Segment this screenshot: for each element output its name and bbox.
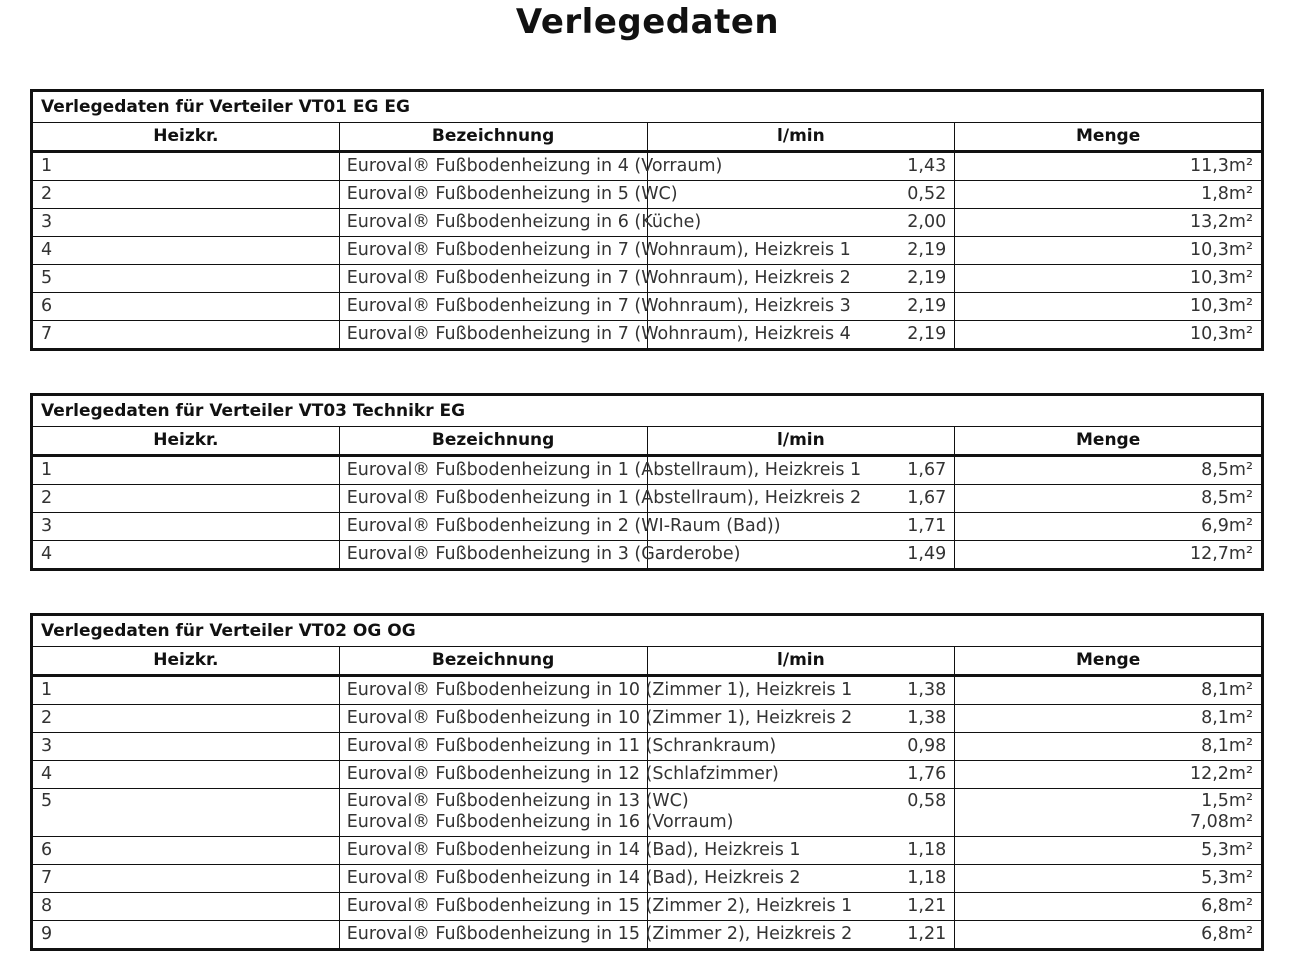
heizkreis-cell: 4 xyxy=(32,761,340,789)
bezeichnung-cell: Euroval® Fußbodenheizung in 11 (Schrankraum) xyxy=(339,733,647,761)
table-body xyxy=(32,456,1263,570)
bezeichnung-cell: Euroval® Fußbodenheizung in 14 (Bad), Heizkreis 2 xyxy=(339,865,647,893)
lmin-cell: 2,19 xyxy=(647,237,955,265)
table-row xyxy=(32,761,1263,789)
menge-cell: 5,3m² xyxy=(955,865,1263,893)
heizkreis-cell: 7 xyxy=(32,865,340,893)
heizkreis-cell: 6 xyxy=(32,293,340,321)
table-row xyxy=(32,705,1263,733)
lmin-cell: 1,43 xyxy=(647,152,955,181)
bezeichnung-cell: Euroval® Fußbodenheizung in 15 (Zimmer 2), Heizkreis 2 xyxy=(339,921,647,950)
column-header-menge: Menge xyxy=(955,427,1263,456)
column-header-menge: Menge xyxy=(955,123,1263,152)
menge-cell-line: 7,08m² xyxy=(1189,812,1253,832)
table-row xyxy=(32,181,1263,209)
menge-cell: 12,2m² xyxy=(955,761,1263,789)
bezeichnung-cell: Euroval® Fußbodenheizung in 7 (Wohnraum), Heizkreis 1 xyxy=(339,237,647,265)
bezeichnung-cell: Euroval® Fußbodenheizung in 4 (Vorraum) xyxy=(339,152,647,181)
heizkreis-cell: 8 xyxy=(32,893,340,921)
lmin-cell: 1,76 xyxy=(647,761,955,789)
column-header-lmin: l/min xyxy=(647,123,955,152)
column-header-menge: Menge xyxy=(955,647,1263,676)
lmin-cell: 0,98 xyxy=(647,733,955,761)
table-row xyxy=(32,513,1263,541)
heizkreis-cell: 1 xyxy=(32,676,340,705)
lmin-cell: 1,71 xyxy=(647,513,955,541)
distributor-table-vt02 xyxy=(30,613,1264,951)
table-caption: Verlegedaten für Verteiler VT02 OG OG xyxy=(32,615,1263,647)
table-row xyxy=(32,676,1263,705)
bezeichnung-cell: Euroval® Fußbodenheizung in 7 (Wohnraum), Heizkreis 4 xyxy=(339,321,647,350)
bezeichnung-cell: Euroval® Fußbodenheizung in 1 (Abstellraum), Heizkreis 2 xyxy=(339,485,647,513)
table-row xyxy=(32,541,1263,570)
menge-cell: 13,2m² xyxy=(955,209,1263,237)
table-row xyxy=(32,733,1263,761)
table-row xyxy=(32,893,1263,921)
bezeichnung-cell: Euroval® Fußbodenheizung in 3 (Garderobe) xyxy=(339,541,647,570)
menge-cell: 10,3m² xyxy=(955,265,1263,293)
bezeichnung-cell-line: Euroval® Fußbodenheizung in 16 (Vorraum) xyxy=(346,812,734,832)
menge-cell xyxy=(955,789,1263,837)
menge-cell: 10,3m² xyxy=(955,293,1263,321)
column-header-bezeichnung: Bezeichnung xyxy=(339,427,647,456)
menge-cell: 8,5m² xyxy=(955,456,1263,485)
column-header-heizkreis: Heizkr. xyxy=(32,123,340,152)
menge-cell: 8,5m² xyxy=(955,485,1263,513)
distributor-table-vt03 xyxy=(30,393,1264,571)
distributor-table-vt01 xyxy=(30,89,1264,351)
heizkreis-cell: 9 xyxy=(32,921,340,950)
lmin-cell: 1,18 xyxy=(647,837,955,865)
menge-cell: 5,3m² xyxy=(955,837,1263,865)
column-header-lmin: l/min xyxy=(647,427,955,456)
lmin-cell: 1,21 xyxy=(647,921,955,950)
menge-cell: 6,9m² xyxy=(955,513,1263,541)
table-body xyxy=(32,152,1263,350)
menge-cell-line: 1,5m² xyxy=(1201,791,1253,811)
table-caption: Verlegedaten für Verteiler VT01 EG EG xyxy=(32,91,1263,123)
lmin-cell: 2,19 xyxy=(647,293,955,321)
lmin-cell: 1,67 xyxy=(647,456,955,485)
table-row xyxy=(32,456,1263,485)
table-row xyxy=(32,485,1263,513)
heizkreis-cell: 2 xyxy=(32,705,340,733)
table-caption: Verlegedaten für Verteiler VT03 Technikr EG xyxy=(32,395,1263,427)
heizkreis-cell: 4 xyxy=(32,541,340,570)
menge-cell: 12,7m² xyxy=(1189,544,1253,564)
heizkreis-cell: 2 xyxy=(32,181,340,209)
column-header-lmin: l/min xyxy=(647,647,955,676)
column-header-bezeichnung: Bezeichnung xyxy=(339,123,647,152)
bezeichnung-cell: Euroval® Fußbodenheizung in 10 (Zimmer 1), Heizkreis 2 xyxy=(339,705,647,733)
bezeichnung-cell: Euroval® Fußbodenheizung in 6 (Küche) xyxy=(339,209,647,237)
menge-cell: 1,8m² xyxy=(955,181,1263,209)
menge-cell: 10,3m² xyxy=(1189,324,1253,344)
menge-cell: 8,1m² xyxy=(955,733,1263,761)
menge-cell: 6,8m² xyxy=(955,893,1263,921)
lmin-cell: 1,38 xyxy=(647,705,955,733)
lmin-cell: 0,58 xyxy=(647,789,955,837)
heizkreis-cell: 2 xyxy=(32,485,340,513)
bezeichnung-cell: Euroval® Fußbodenheizung in 12 (Schlafzimmer) xyxy=(339,761,647,789)
heizkreis-cell: 5 xyxy=(32,265,340,293)
heizkreis-cell: 7 xyxy=(32,321,340,350)
table-row xyxy=(32,789,1263,837)
bezeichnung-cell: Euroval® Fußbodenheizung in 7 (Wohnraum), Heizkreis 3 xyxy=(339,293,647,321)
menge-cell: 10,3m² xyxy=(955,237,1263,265)
column-header-heizkreis: Heizkr. xyxy=(32,647,340,676)
bezeichnung-cell xyxy=(339,789,734,837)
table-row xyxy=(32,321,1263,350)
lmin-cell: 2,00 xyxy=(647,209,955,237)
menge-cell: 6,8m² xyxy=(1201,924,1253,944)
heizkreis-cell: 6 xyxy=(32,837,340,865)
bezeichnung-cell: Euroval® Fußbodenheizung in 15 (Zimmer 2), Heizkreis 1 xyxy=(339,893,647,921)
bezeichnung-cell: Euroval® Fußbodenheizung in 10 (Zimmer 1), Heizkreis 1 xyxy=(339,676,647,705)
heizkreis-cell: 3 xyxy=(32,209,340,237)
bezeichnung-cell: Euroval® Fußbodenheizung in 1 (Abstellraum), Heizkreis 1 xyxy=(339,456,647,485)
bezeichnung-cell-line: Euroval® Fußbodenheizung in 13 (WC) xyxy=(346,791,689,811)
bezeichnung-cell: Euroval® Fußbodenheizung in 14 (Bad), Heizkreis 1 xyxy=(339,837,647,865)
table-row xyxy=(32,152,1263,181)
lmin-cell: 1,21 xyxy=(647,893,955,921)
heizkreis-cell: 4 xyxy=(32,237,340,265)
lmin-cell: 1,18 xyxy=(647,865,955,893)
table-row xyxy=(32,265,1263,293)
lmin-cell: 1,67 xyxy=(647,485,955,513)
lmin-cell: 2,19 xyxy=(647,265,955,293)
bezeichnung-cell: Euroval® Fußbodenheizung in 2 (WI-Raum (Bad)) xyxy=(339,513,647,541)
column-header-bezeichnung: Bezeichnung xyxy=(339,647,647,676)
page-title: Verlegedaten xyxy=(515,2,780,42)
table-body xyxy=(32,676,1263,950)
heizkreis-cell: 3 xyxy=(32,513,340,541)
bezeichnung-cell: Euroval® Fußbodenheizung in 7 (Wohnraum), Heizkreis 2 xyxy=(339,265,647,293)
heizkreis-cell: 5 xyxy=(32,789,340,837)
table-row xyxy=(32,921,1263,950)
heizkreis-cell: 1 xyxy=(32,456,340,485)
menge-cell: 8,1m² xyxy=(955,676,1263,705)
menge-cell: 11,3m² xyxy=(955,152,1263,181)
table-row xyxy=(32,237,1263,265)
lmin-cell: 1,49 xyxy=(647,541,955,570)
table-row xyxy=(32,865,1263,893)
table-row xyxy=(32,837,1263,865)
lmin-cell: 2,19 xyxy=(647,321,955,350)
heizkreis-cell: 3 xyxy=(32,733,340,761)
bezeichnung-cell: Euroval® Fußbodenheizung in 5 (WC) xyxy=(339,181,647,209)
table-row xyxy=(32,293,1263,321)
table-row xyxy=(32,209,1263,237)
column-header-heizkreis: Heizkr. xyxy=(32,427,340,456)
lmin-cell: 1,38 xyxy=(647,676,955,705)
menge-cell: 8,1m² xyxy=(955,705,1263,733)
lmin-cell: 0,52 xyxy=(647,181,955,209)
heizkreis-cell: 1 xyxy=(32,152,340,181)
